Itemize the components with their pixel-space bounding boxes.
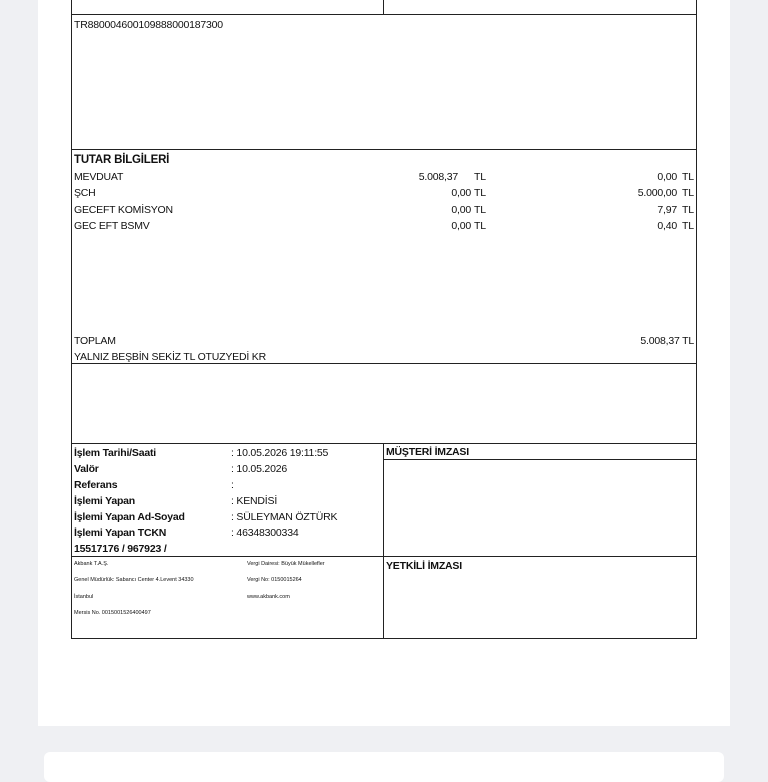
amount-credit: 0,00: [657, 171, 677, 183]
amount-credit-currency: TL: [682, 204, 694, 216]
receipt-document: [71, 0, 697, 639]
transaction-code: 15517176 / 967923 /: [74, 543, 167, 555]
amount-credit-currency: TL: [682, 187, 694, 199]
amount-label: GEC EFT BSMV: [74, 220, 150, 232]
total-value: 5.008,37 TL: [640, 335, 694, 347]
amount-credit-currency: TL: [682, 171, 694, 183]
amount-credit: 5.000,00: [637, 187, 677, 199]
field-label: İşlemi Yapan: [74, 495, 136, 507]
amounts-box: [71, 149, 697, 364]
customer-signature-line: [383, 459, 697, 460]
amount-debit: 0,00: [451, 204, 471, 216]
authorized-signature-label: YETKİLİ İMZASI: [386, 560, 462, 572]
total-label: TOPLAM: [74, 335, 116, 347]
top-row-line: [71, 14, 697, 15]
footer-mersis: Mersis No. 0015001526400497: [74, 610, 151, 616]
iban-text: TR880004600109888000187300: [74, 19, 223, 31]
top-divider: [383, 0, 384, 15]
field-value: : 10.05.2026 19:11:55: [231, 447, 329, 459]
field-value: : 10.05.2026: [231, 463, 287, 475]
transaction-box: [71, 443, 697, 639]
amount-label: ŞCH: [74, 187, 96, 199]
signature-divider: [383, 443, 384, 639]
amount-debit: 0,00: [451, 187, 471, 199]
amount-label: MEVDUAT: [74, 171, 124, 183]
footer-line: [71, 556, 697, 557]
field-label: Referans: [74, 479, 118, 491]
field-value: : 46348300334: [231, 527, 299, 539]
customer-signature-label: MÜŞTERİ İMZASI: [386, 446, 469, 458]
field-value: :: [231, 479, 234, 491]
amount-debit-currency: TL: [474, 171, 486, 183]
field-label: İşlemi Yapan Ad-Soyad: [74, 511, 185, 523]
amount-debit: 0,00: [451, 220, 471, 232]
footer-company: Akbank T.A.Ş.: [74, 561, 109, 567]
amount-credit-currency: TL: [682, 220, 694, 232]
footer-website: www.akbank.com: [247, 594, 290, 600]
footer-tax-office: Vergi Dairesi: Büyük Mükellefler: [247, 561, 325, 567]
field-label: Valör: [74, 463, 99, 475]
amounts-title: TUTAR BİLGİLERİ: [74, 154, 170, 166]
field-label: İşlemi Yapan TCKN: [74, 527, 167, 539]
amount-debit-currency: TL: [474, 187, 486, 199]
field-label: İşlem Tarihi/Saati: [74, 447, 156, 459]
field-value: : SÜLEYMAN ÖZTÜRK: [231, 511, 338, 523]
amount-credit: 0,40: [657, 220, 677, 232]
amount-debit-currency: TL: [474, 204, 486, 216]
blank-box: [71, 363, 697, 444]
amount-debit-currency: TL: [474, 220, 486, 232]
amount-label: GECEFT KOMİSYON: [74, 204, 173, 216]
footer-address: Genel Müdürlük: Sabancı Center 4.Levent 34330: [74, 577, 194, 583]
amount-credit: 7,97: [657, 204, 677, 216]
footer-city: İstanbul: [74, 594, 94, 600]
footer-tax-no: Vergi No: 0150015264: [247, 577, 302, 583]
field-value: : KENDİSİ: [231, 495, 278, 507]
total-in-words: YALNIZ BEŞBİN SEKİZ TL OTUZYEDİ KR: [74, 351, 266, 363]
amount-debit: 5.008,37: [418, 171, 458, 183]
next-page-edge: [44, 752, 724, 782]
